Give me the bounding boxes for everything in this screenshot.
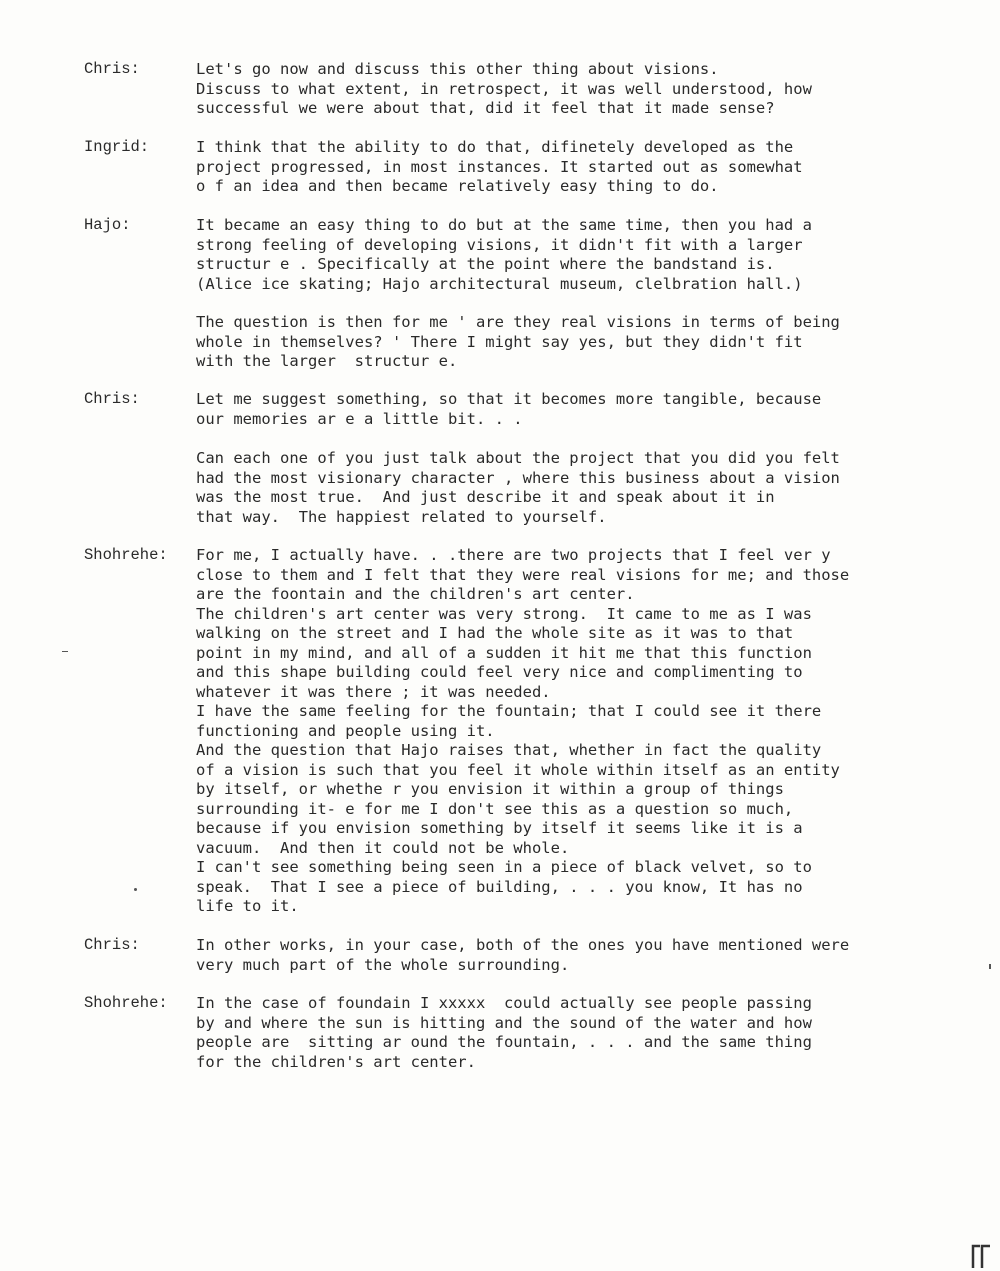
speaker-name: Shohrehe:: [84, 546, 168, 564]
dialogue-paragraph: I think that the ability to do that, difinetely developed as the project progressed, in most instances. It started out as somewhat o f an idea and then became relatively easy thing to do.: [196, 138, 803, 195]
stray-mark: [134, 888, 137, 891]
speaker-name: Chris:: [84, 60, 140, 78]
stray-mark: [62, 651, 68, 652]
dialogue-paragraph: Let's go now and discuss this other thing about visions. Discuss to what extent, in retrospect, it was well understood, how successful we were about that, did it feel that it made sense?: [196, 60, 812, 117]
speaker-name: Hajo:: [84, 216, 131, 234]
dialogue-paragraph: In other works, in your case, both of the ones you have mentioned were very much part of the whole surrounding.: [196, 936, 850, 974]
corner-bracket-mark: [970, 1242, 994, 1268]
stray-mark: [989, 964, 991, 969]
dialogue-paragraph: For me, I actually have. . .there are two projects that I feel ver y close to them and I felt that they were real visions for me; and those are the foontain and the children's art center. The children's art center was very strong. It came to me as I was walking on the street and I had the whole site as it was to that point in my mind, and all of a sudden it hit me that this function and this shape building could feel very nice and complimenting to whatever it was there ; it was needed. I have the same feeling for the fountain; that I could see it there functioning and people using it. And the question that Hajo raises that, whether in fact the quality of a vision is such that you feel it whole within itself as an entity by itself, or whethe r you envision it within a group of things surrounding it- e for me I don't see this as a question so much, because if you envision something by itself it seems like it is a vacuum. And then it could not be whole. I can't see something being seen in a piece of black velvet, so to speak. That I see a piece of building, . . . you know, It has no life to it.: [196, 546, 850, 915]
dialogue-paragraph: In the case of foundain I xxxxx could actually see people passing by and where the sun is hitting and the sound of the water and how people are sitting ar ound the fountain, . . . and the same thing for the children's art center.: [196, 994, 812, 1071]
dialogue-paragraph: It became an easy thing to do but at the same time, then you had a strong feeling of developing visions, it didn't fit with a larger structur e . Specifically at the point where the bandstand is. (Alice ice skating; Hajo architectural museum, clelbration hall.): [196, 216, 812, 293]
speaker-name: Chris:: [84, 936, 140, 954]
speaker-name: Ingrid:: [84, 138, 150, 156]
dialogue-paragraph: Let me suggest something, so that it becomes more tangible, because our memories ar e a little bit. . .: [196, 390, 822, 428]
dialogue-paragraph: Can each one of you just talk about the project that you did you felt had the most visionary character , where this business about a vision was the most true. And just describe it and speak about it in that way. The happiest related to yourself.: [196, 449, 840, 526]
dialogue-paragraph: The question is then for me ' are they real visions in terms of being whole in themselves? ' There I might say yes, but they didn't fit with the larger structur e.: [196, 313, 840, 370]
speaker-name: Chris:: [84, 390, 140, 408]
speaker-name: Shohrehe:: [84, 994, 168, 1012]
